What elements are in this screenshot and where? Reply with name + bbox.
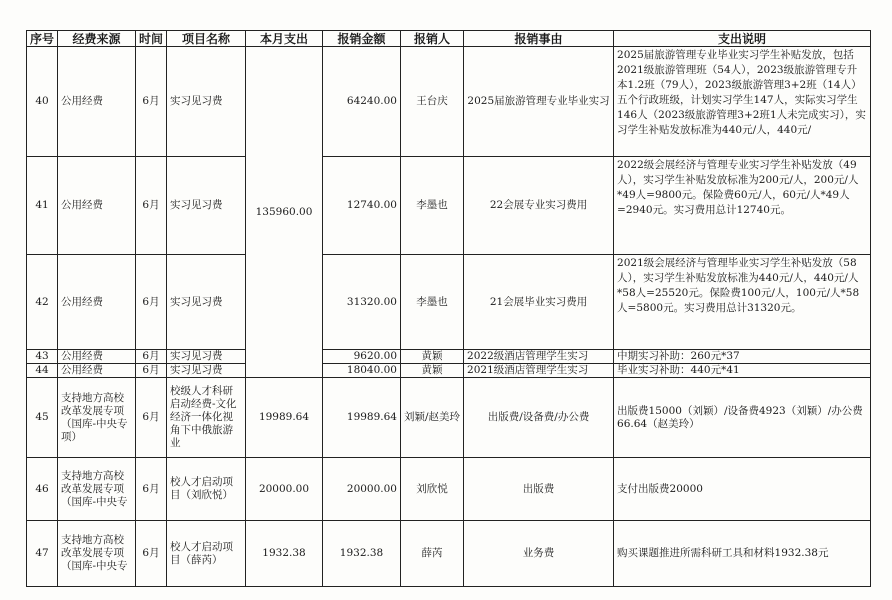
cell-source: 公用经费 — [58, 255, 136, 350]
cell-person: 李墨也 — [401, 157, 464, 255]
table-row — [27, 350, 871, 364]
cell-time: 6月 — [136, 521, 167, 587]
cell-time: 6月 — [136, 458, 167, 521]
cell-reason: 21会展毕业实习费用 — [464, 255, 614, 350]
table-row — [27, 378, 871, 458]
cell-amount: 19989.64 — [323, 378, 401, 458]
cell-no: 43 — [27, 350, 58, 364]
cell-project: 实习见习费 — [167, 47, 246, 157]
cell-source: 公用经费 — [58, 350, 136, 364]
cell-person: 薛芮 — [401, 521, 464, 587]
table-row — [27, 364, 871, 378]
table-row — [27, 521, 871, 587]
cell-description: 毕业实习补助：440元*41 — [614, 364, 871, 378]
cell-no: 42 — [27, 255, 58, 350]
cell-source: 公用经费 — [58, 364, 136, 378]
cell-source: 支持地方高校改革发展专项（国库-中央专 — [58, 521, 136, 587]
cell-person: 黄颖 — [401, 364, 464, 378]
header-amount: 报销金额 — [323, 31, 401, 47]
cell-month-expense-merged: 135960.00 — [246, 47, 323, 378]
cell-description: 2022级会展经济与管理专业实习学生补贴发放（49人），实习学生补贴发放标准为200元/人，200元/人*49人=9800元。保险费60元/人，60元/人*49人=2940元。实习费用总计12740元。 — [614, 157, 871, 255]
cell-reason: 2025届旅游管理专业毕业实习 — [464, 47, 614, 157]
table-row — [27, 255, 871, 350]
expense-table — [26, 30, 871, 587]
header-no: 序号 — [27, 31, 58, 47]
cell-person: 黄颖 — [401, 350, 464, 364]
cell-project: 实习见习费 — [167, 350, 246, 364]
cell-reason: 出版费 — [464, 458, 614, 521]
table-row — [27, 47, 871, 157]
cell-no: 47 — [27, 521, 58, 587]
header-month-expense: 本月支出 — [246, 31, 323, 47]
cell-project: 校人才启动项目（刘欣悦） — [167, 458, 246, 521]
cell-source: 支持地方高校改革发展专项（国库-中央专项） — [58, 378, 136, 458]
cell-person: 李墨也 — [401, 255, 464, 350]
cell-amount: 31320.00 — [323, 255, 401, 350]
cell-amount: 64240.00 — [323, 47, 401, 157]
cell-amount: 9620.00 — [323, 350, 401, 364]
cell-no: 46 — [27, 458, 58, 521]
cell-person: 刘欣悦 — [401, 458, 464, 521]
cell-person: 刘颖/赵美玲 — [401, 378, 464, 458]
cell-time: 6月 — [136, 364, 167, 378]
cell-time: 6月 — [136, 157, 167, 255]
header-description: 支出说明 — [614, 31, 871, 47]
cell-project: 实习见习费 — [167, 364, 246, 378]
cell-description: 出版费15000（刘颖）/设备费4923（刘颖）/办公费66.64（赵美玲） — [614, 378, 871, 458]
cell-amount: 1932.38 — [323, 521, 401, 587]
cell-reason: 出版费/设备费/办公费 — [464, 378, 614, 458]
cell-reason: 22会展专业实习费用 — [464, 157, 614, 255]
header-person: 报销人 — [401, 31, 464, 47]
cell-description: 2021级会展经济与管理毕业实习学生补贴发放（58人），实习学生补贴发放标准为440元/人，440元/人*58人=25520元。保险费100元/人，100元/人*58人=5800元。实习费用总计31320元。 — [614, 255, 871, 350]
cell-amount: 18040.00 — [323, 364, 401, 378]
cell-description: 购买课题推进所需科研工具和材料1932.38元 — [614, 521, 871, 587]
cell-project: 校人才启动项目（薛芮） — [167, 521, 246, 587]
cell-no: 41 — [27, 157, 58, 255]
cell-time: 6月 — [136, 255, 167, 350]
cell-person: 王台庆 — [401, 47, 464, 157]
cell-description: 支付出版费20000 — [614, 458, 871, 521]
cell-time: 6月 — [136, 378, 167, 458]
header-project: 项目名称 — [167, 31, 246, 47]
cell-month-expense: 19989.64 — [246, 378, 323, 458]
cell-amount: 20000.00 — [323, 458, 401, 521]
cell-description: 中期实习补助：260元*37 — [614, 350, 871, 364]
cell-month-expense: 1932.38 — [246, 521, 323, 587]
cell-time: 6月 — [136, 350, 167, 364]
cell-source: 公用经费 — [58, 157, 136, 255]
cell-reason: 业务费 — [464, 521, 614, 587]
cell-project: 实习见习费 — [167, 157, 246, 255]
cell-amount: 12740.00 — [323, 157, 401, 255]
cell-time: 6月 — [136, 47, 167, 157]
cell-reason: 2021级酒店管理学生实习 — [464, 364, 614, 378]
cell-no: 40 — [27, 47, 58, 157]
header-row — [27, 31, 871, 47]
cell-no: 45 — [27, 378, 58, 458]
cell-month-expense: 20000.00 — [246, 458, 323, 521]
cell-project: 实习见习费 — [167, 255, 246, 350]
header-time: 时间 — [136, 31, 167, 47]
table-row — [27, 458, 871, 521]
header-reason: 报销事由 — [464, 31, 614, 47]
cell-source: 支持地方高校改革发展专项（国库-中央专 — [58, 458, 136, 521]
cell-reason: 2022级酒店管理学生实习 — [464, 350, 614, 364]
table-row — [27, 157, 871, 255]
header-source: 经费来源 — [58, 31, 136, 47]
cell-source: 公用经费 — [58, 47, 136, 157]
cell-description: 2025届旅游管理专业毕业实习学生补贴发放，包括2021级旅游管理班（54人），2023级旅游管理专升本1.2班（79人），2023级旅游管理3+2班（14人）五个行政班级，计划实习学生147人，实际实习学生146人（2023级旅游管理3+2班1人未完成实习），实习学生补贴发放标准为440元/人，440元/ — [614, 47, 871, 157]
cell-no: 44 — [27, 364, 58, 378]
cell-project: 校级人才科研启动经费-文化经济一体化视角下中俄旅游业 — [167, 378, 246, 458]
